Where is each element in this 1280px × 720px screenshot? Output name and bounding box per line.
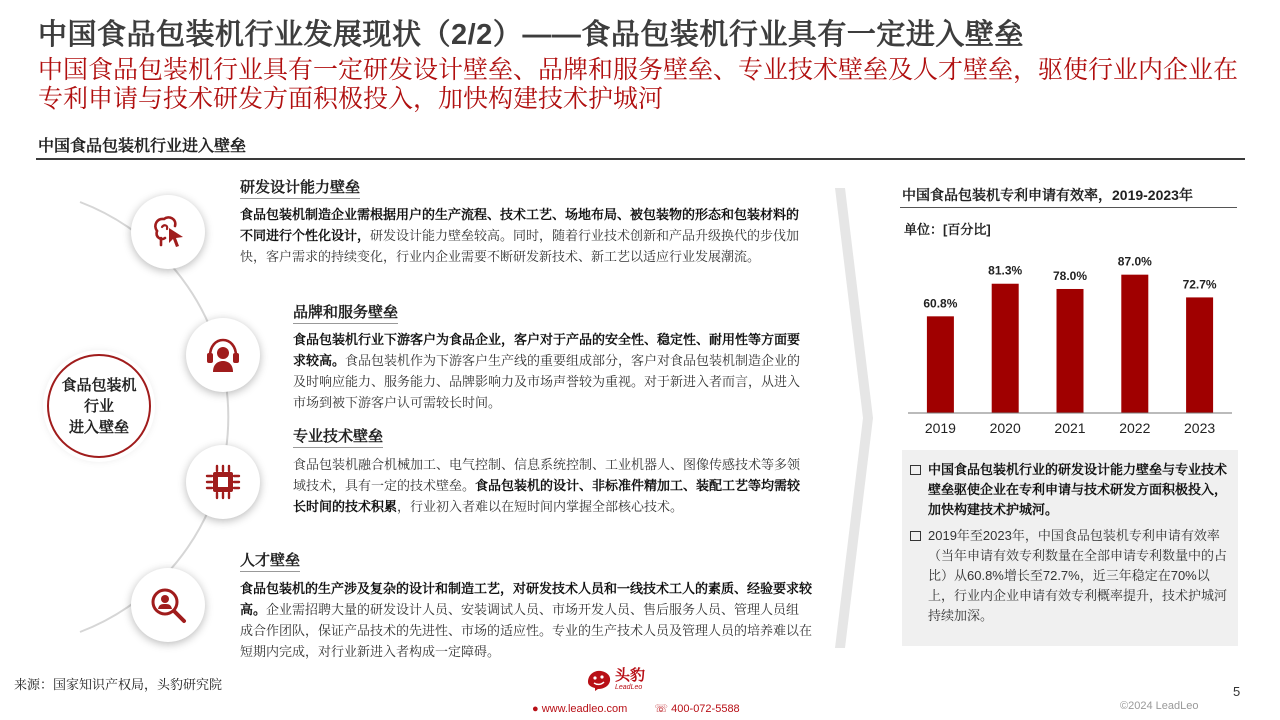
bar-chart bbox=[900, 240, 1240, 445]
bar-2019 bbox=[927, 316, 954, 413]
barrier-body-pre-3: 食品包装机融合机械加工、电气控制、信息系统控制、工业机器人、图像传感技术等多领域技术，具有一定的技术壁垒。 bbox=[293, 457, 801, 493]
center-label-2: 行业 bbox=[83, 397, 114, 415]
center-circle bbox=[47, 354, 151, 458]
note-2 bbox=[910, 526, 1228, 626]
bar-2023 bbox=[1186, 297, 1213, 413]
notes-panel bbox=[902, 450, 1238, 646]
note-text-2: 2019年至2023年，中国食品包装机专利申请有效率（当年申请有效专利数量在全部申请专利数量中的占比）从60.8%增长至72.7%，近三年稳定在70%以上，行业内企业申请有效专利概率提升，技术护城河持续加深。 bbox=[928, 528, 1228, 623]
headset-user-icon bbox=[202, 334, 244, 376]
chevron-divider bbox=[835, 188, 875, 648]
logo-en: LeadLeo bbox=[615, 684, 643, 691]
barrier-body-bold-4: 食品包装机的生产涉及复杂的设计和制造工艺，对研发技术人员和一线技术工人的素质、经验要求较高。 bbox=[240, 581, 813, 617]
chip-icon bbox=[202, 461, 244, 503]
bar-2020 bbox=[992, 284, 1019, 413]
brain-cursor-icon bbox=[147, 211, 189, 253]
barrier-icon-circle-2 bbox=[186, 318, 260, 392]
center-label-3: 进入壁垒 bbox=[68, 418, 129, 436]
barrier-body-bold-1: 食品包装机制造企业需根据用户的生产流程、技术工艺、场地布局、被包装物的形态和包装材料的不同进行个性化设计， bbox=[240, 207, 800, 243]
barrier-icon-circle-4 bbox=[131, 568, 205, 642]
note-1 bbox=[910, 460, 1228, 520]
website-link[interactable]: ● www.leadleo.com bbox=[532, 703, 628, 715]
value-label-2023: 72.7% bbox=[1182, 277, 1217, 292]
barrier-body-text-1: 研发设计能力壁垒较高。同时，随着行业技术创新和产品升级换代的步伐加快，客户需求的持续变化，行业内企业需要不断研发新技术、新工艺以适应行业发展潮流。 bbox=[240, 228, 800, 264]
tick-label-2023: 2023 bbox=[1184, 420, 1216, 436]
value-label-2020: 81.3% bbox=[988, 263, 1023, 278]
bar-2022 bbox=[1121, 275, 1148, 413]
leopard-logo-icon bbox=[586, 668, 612, 692]
page-number: 5 bbox=[1233, 684, 1241, 699]
leadleo-logo bbox=[586, 668, 645, 692]
contact-info bbox=[532, 702, 764, 715]
barrier-body-bold-3: 食品包装机的设计、非标准件精加工、装配工艺等均需较长时间的技术积累 bbox=[293, 478, 801, 514]
phone-number: ☏ 400-072-5588 bbox=[654, 703, 740, 715]
barrier-title-3 bbox=[293, 425, 383, 446]
barrier-title-text-3: 专业技术壁垒 bbox=[293, 428, 384, 445]
barrier-icon-circle-1 bbox=[131, 195, 205, 269]
barrier-title-4 bbox=[240, 549, 300, 570]
source-note: 来源：国家知识产权局，头豹研究院 bbox=[14, 677, 223, 692]
barrier-title-text-1: 研发设计能力壁垒 bbox=[240, 179, 361, 196]
tick-label-2020: 2020 bbox=[989, 420, 1021, 436]
page-title: 中国食品包装机行业发展现状（2/2）——食品包装机行业具有一定进入壁垒 bbox=[38, 19, 1024, 51]
value-label-2022: 87.0% bbox=[1117, 254, 1152, 269]
value-label-2021: 78.0% bbox=[1052, 268, 1088, 283]
barrier-title-text-2: 品牌和服务壁垒 bbox=[293, 304, 399, 321]
chart-title: 中国食品包装机专利申请有效率，2019-2023年 bbox=[902, 187, 1193, 203]
barrier-body-text-3: ，行业初入者难以在短时间内掌握全部核心技术。 bbox=[397, 499, 684, 514]
bar-2021 bbox=[1057, 289, 1084, 413]
page-subtitle: 中国食品包装机行业具有一定研发设计壁垒、品牌和服务壁垒、专业技术壁垒及人才壁垒，驱使行业内企业在专利申请与技术研发方面积极投入，加快构建技术护城河 bbox=[38, 56, 1239, 113]
tick-label-2021: 2021 bbox=[1054, 420, 1086, 436]
barrier-title-2 bbox=[293, 301, 398, 322]
barrier-body-bold-2: 食品包装机行业下游客户为食品企业，客户对于产品的安全性、稳定性、耐用性等方面要求较高。 bbox=[293, 332, 801, 368]
website-text: www.leadleo.com bbox=[541, 703, 628, 715]
chart-title-divider bbox=[900, 207, 1237, 208]
barrier-title-text-4: 人才壁垒 bbox=[240, 552, 301, 569]
tick-label-2022: 2022 bbox=[1119, 420, 1151, 436]
section-divider bbox=[36, 158, 1245, 160]
barrier-title-1 bbox=[240, 176, 360, 197]
barrier-body-1 bbox=[240, 204, 810, 267]
center-label-1: 食品包装机 bbox=[61, 376, 137, 394]
search-user-icon bbox=[147, 584, 189, 626]
barrier-body-2 bbox=[293, 329, 810, 413]
barrier-body-3 bbox=[293, 454, 810, 517]
copyright: ©2024 LeadLeo bbox=[1120, 700, 1199, 712]
checkbox-bullet-icon bbox=[910, 531, 921, 541]
section-title: 中国食品包装机行业进入壁垒 bbox=[38, 138, 247, 155]
barrier-icon-circle-3 bbox=[186, 445, 260, 519]
phone-text: 400-072-5588 bbox=[671, 703, 740, 715]
barrier-body-4 bbox=[240, 578, 812, 662]
barrier-body-text-2: 食品包装机作为下游客户生产线的重要组成部分，客户对食品包装机制造企业的及时响应能力、服务能力、品牌影响力及市场声誉较为重视。对于新进入者而言，从进入市场到被下游客户认可需较长时间。 bbox=[293, 353, 801, 410]
barrier-body-text-4: 企业需招聘大量的研发设计人员、安装调试人员、市场开发人员、售后服务人员、管理人员组成合作团队，保证产品技术的先进性、市场的适应性。专业的生产技术人员及管理人员的培养难以在短期内完成，对行业新进入者构成一定障碍。 bbox=[240, 602, 813, 659]
value-label-2019: 60.8% bbox=[923, 296, 958, 311]
checkbox-bullet-icon bbox=[910, 465, 921, 475]
chart-unit-label: 单位：[百分比] bbox=[904, 222, 991, 237]
tick-label-2019: 2019 bbox=[924, 420, 956, 436]
note-text-1: 中国食品包装机行业的研发设计能力壁垒与专业技术壁垒驱使企业在专利申请与技术研发方面积极投入，加快构建技术护城河。 bbox=[928, 462, 1228, 517]
logo-cn: 头豹 bbox=[615, 667, 646, 684]
